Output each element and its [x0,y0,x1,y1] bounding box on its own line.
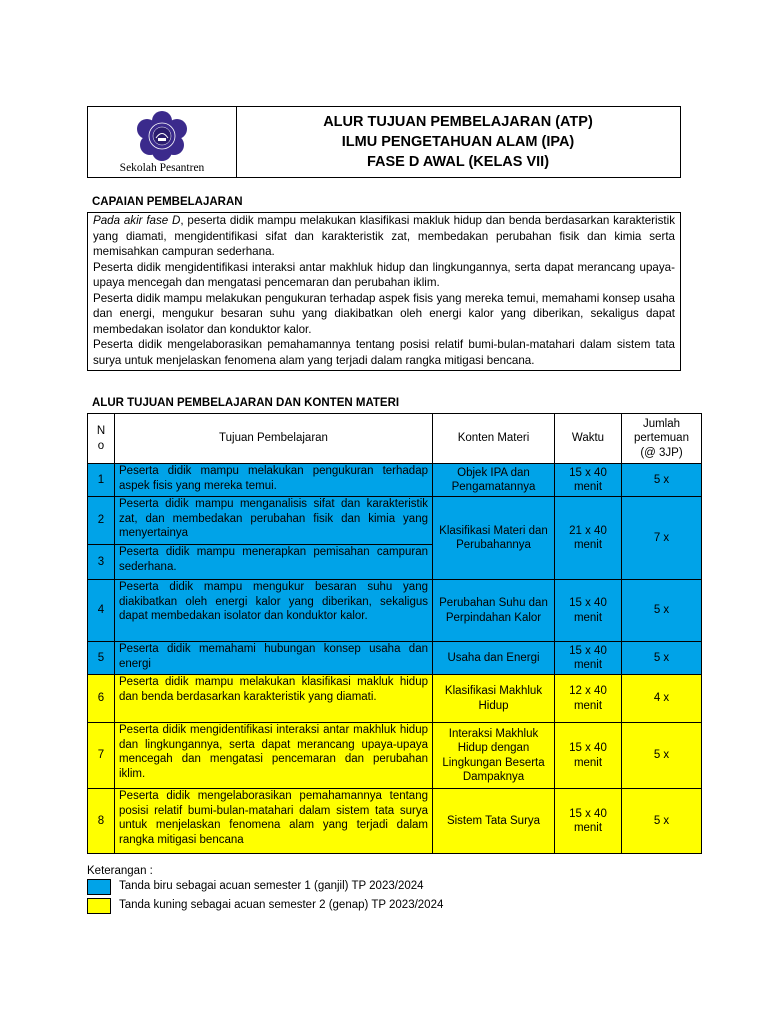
row-jumlah: 4 x [622,675,702,723]
legend-title: Keterangan : [87,865,153,877]
title-line-1: ALUR TUJUAN PEMBELAJARAN (ATP) [323,114,593,130]
row-tujuan: Peserta didik mengidentifikasi interaksi antar makhluk hidup dan lingkungannya, serta dapat merancang upaya-upaya mencegah dan mengatasi pencemaran dan perubahan iklim. [115,723,433,789]
row-konten: Usaha dan Energi [433,642,555,675]
school-crest-icon [130,111,194,163]
row-no: 4 [88,580,115,642]
logo-cell [88,107,237,177]
row-jumlah: 5 x [622,723,702,789]
table-row [88,675,702,723]
row-jumlah: 5 x [622,789,702,854]
row-tujuan: Peserta didik mampu melakukan klasifikasi makluk hidup dan benda berdasarkan karakteristik yang diamati. [115,675,433,723]
legend-text-semester1: Tanda biru sebagai acuan semester 1 (ganjil) TP 2023/2024 [119,880,424,892]
header-tujuan: Tujuan Pembelajaran [115,414,433,464]
row-tujuan: Peserta didik mampu menerapkan pemisahan campuran sederhana. [115,545,433,580]
table-row [88,789,702,854]
header-waktu: Waktu [555,414,622,464]
row-waktu: 15 x 40 menit [555,789,622,854]
legend-swatch-yellow [87,898,111,914]
row-konten: Sistem Tata Surya [433,789,555,854]
row-jumlah: 5 x [622,464,702,497]
cp-section-title: CAPAIAN PEMBELAJARAN [92,196,243,208]
school-name: Sekolah Pesantren [119,162,205,174]
row-jumlah: 5 x [622,580,702,642]
title-line-3: FASE D AWAL (KELAS VII) [366,154,550,170]
table-row [88,723,702,789]
cp-paragraph-2: Peserta didik mengidentifikasi interaksi antar makhluk hidup dan lingkungannya, serta dapat merancang upaya-upaya mencegah dan mengatasi pencemaran dan perubahan iklim. [93,260,675,289]
document-header [87,106,681,178]
row-tujuan: Peserta didik mengelaborasikan pemahamannya tentang posisi relatif bumi-bulan-matahari dalam sistem tata surya untuk menjelaskan fenomena alam yang terjadi dalam rangka mitigasi bencana [115,789,433,854]
row-no: 1 [88,464,115,497]
row-jumlah: 5 x [622,642,702,675]
cp-paragraph-3: Peserta didik mampu melakukan pengukuran terhadap aspek fisis yang mereka temui, memahami konsep usaha dan energi, mengukur besaran suhu yang diakibatkan oleh energi kalor yang diberikan, sekaligus dapat membedakan isolator dan konduktor kalor. [93,291,675,336]
header-konten: Konten Materi [433,414,555,464]
title-line-2: ILMU PENGETAHUAN ALAM (IPA) [341,134,575,150]
row-no: 5 [88,642,115,675]
row-konten: Objek IPA dan Pengamatannya [433,464,555,497]
row-konten: Klasifikasi Materi dan Perubahannya [433,497,555,580]
row-waktu: 21 x 40 menit [555,497,622,580]
row-konten: Perubahan Suhu dan Perpindahan Kalor [433,580,555,642]
table-row [88,642,702,675]
row-konten: Klasifikasi Makhluk Hidup [433,675,555,723]
row-tujuan: Peserta didik memahami hubungan konsep usaha dan energi [115,642,433,675]
row-tujuan: Peserta didik mampu mengukur besaran suhu yang diakibatkan oleh energi kalor yang diberikan, sekaligus dapat membedakan isolator dan konduktor kalor. [115,580,433,642]
header-no: N o [88,414,115,464]
document-title [236,107,680,182]
legend-text-semester2: Tanda kuning sebagai acuan semester 2 (genap) TP 2023/2024 [119,899,444,911]
table-header-row [88,414,702,464]
cp-paragraph-1 [93,213,675,260]
cp-paragraph-1-italic: Pada akir fase D [93,214,181,227]
row-waktu: 15 x 40 menit [555,580,622,642]
row-waktu: 15 x 40 menit [555,464,622,497]
row-waktu: 15 x 40 menit [555,723,622,789]
row-tujuan: Peserta didik mampu menganalisis sifat dan karakteristik zat, dan membedakan perubahan fisik dan kimia yang menyertainya [115,497,433,545]
row-waktu: 15 x 40 menit [555,642,622,675]
atp-table [87,413,702,854]
row-tujuan: Peserta didik mampu melakukan pengukuran terhadap aspek fisis yang mereka temui. [115,464,433,497]
row-no: 7 [88,723,115,789]
row-jumlah: 7 x [622,497,702,580]
row-konten: Interaksi Makhluk Hidup dengan Lingkungan Beserta Dampaknya [433,723,555,789]
row-waktu: 12 x 40 menit [555,675,622,723]
row-no: 6 [88,675,115,723]
legend-swatch-blue [87,879,111,895]
atp-section-title: ALUR TUJUAN PEMBELAJARAN DAN KONTEN MATERI [92,397,400,409]
table-row [88,497,702,545]
row-no: 8 [88,789,115,854]
row-no: 2 [88,497,115,545]
cp-paragraph-1-text: , peserta didik mampu melakukan klasifikasi makluk hidup dan benda berdasarkan karakteristik yang diamati, mengidentifikasi sifat dan karakteristik zat, membedakan perubahan fisik dan kimia serta memisahkan campuran sederhana. [93,214,675,258]
table-row [88,464,702,497]
cp-text-box [87,212,681,371]
row-no: 3 [88,545,115,580]
table-row [88,580,702,642]
header-jumlah: Jumlah pertemuan (@ 3JP) [622,414,702,464]
cp-paragraph-4: Peserta didik mengelaborasikan pemahamannya tentang posisi relatif bumi-bulan-matahari dalam sistem tata surya untuk menjelaskan fenomena alam yang terjadi dalam rangka mitigasi bencana. [93,338,675,367]
